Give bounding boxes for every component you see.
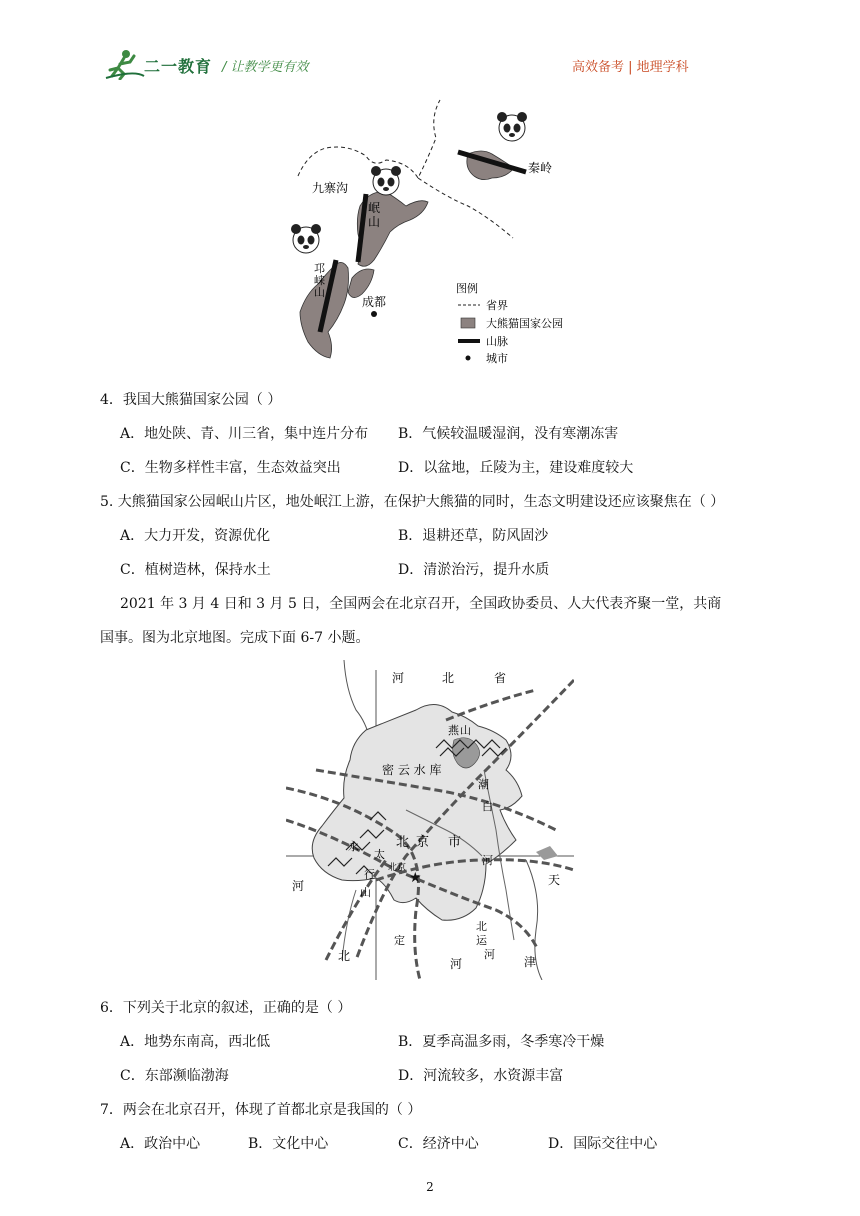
question-5-option-b[interactable]: B．退耕还草，防风固沙 <box>398 528 549 544</box>
map-label: 北 <box>476 920 487 933</box>
beijing-map <box>286 660 574 980</box>
header-subject: 高效备考 | 地理学科 <box>572 60 689 75</box>
question-5-option-c[interactable]: C．植树造林，保持水土 <box>120 562 271 578</box>
question-6-option-d[interactable]: D．河流较多，水资源丰富 <box>398 1068 564 1084</box>
question-7-option-c[interactable]: C．经济中心 <box>398 1136 479 1152</box>
map-legend <box>456 281 563 365</box>
map-label: 山 <box>368 215 381 229</box>
map-label: 成都 <box>362 295 387 309</box>
map-label: 运 <box>476 934 487 947</box>
question-6-option-b[interactable]: B．夏季高温多雨，冬季寒冷干燥 <box>398 1034 605 1050</box>
page-header <box>0 0 860 90</box>
question-4-stem: 4．我国大熊猫国家公园（ ） <box>100 392 282 408</box>
map-label: 岷 <box>368 201 381 215</box>
page-number: 2 <box>426 1180 434 1194</box>
map-label: 秦岭 <box>528 161 553 175</box>
legend-title: 图例 <box>456 282 478 295</box>
intro-paragraph-line-2: 国事。图为北京地图。完成下面 6-7 小题。 <box>100 630 370 646</box>
panda-park-map <box>278 98 588 368</box>
logo-text: 二一教育 <box>144 57 213 76</box>
map-label: 崃 <box>314 274 325 287</box>
map-label: 密 云 水 库 <box>382 763 442 777</box>
map-label: 山 <box>460 724 471 737</box>
legend-item: 山脉 <box>486 335 508 348</box>
map-label: 京 <box>416 835 430 850</box>
map-label: 北 <box>396 835 410 850</box>
header-slogan: / 让教学更有效 <box>222 60 309 75</box>
map-label: 山 <box>360 886 371 899</box>
map-label: 河 <box>292 879 305 893</box>
question-4-option-b[interactable]: B．气候较温暖湿润，没有寒潮冻害 <box>398 426 619 442</box>
question-4-option-a[interactable]: A．地处陕、青、川三省，集中连片分布 <box>120 426 369 442</box>
panda-icon <box>291 224 321 253</box>
map-label: 潮 <box>478 778 489 791</box>
panda-icon <box>497 112 527 141</box>
map-label: 天 <box>548 873 561 887</box>
map-label: 行 <box>364 868 375 881</box>
map-label: 山 <box>314 286 325 299</box>
intro-paragraph-line-1: 2021 年 3 月 4 日和 3 月 5 日，全国两会在北京召开，全国政协委员、人大代表齐聚一堂，共商 <box>120 596 722 612</box>
panda-icon <box>371 166 401 195</box>
question-4-option-d[interactable]: D．以盆地，丘陵为主，建设难度较大 <box>398 460 634 476</box>
map-label: 河 <box>450 957 463 971</box>
map-label: 河 <box>392 671 405 685</box>
map-label: 省 <box>494 671 507 685</box>
map-label: 定 <box>394 934 405 947</box>
question-6-option-c[interactable]: C．东部濒临渤海 <box>120 1068 229 1084</box>
question-4-option-c[interactable]: C．生物多样性丰富，生态效益突出 <box>120 460 341 476</box>
question-5-option-d[interactable]: D．清淤治污，提升水质 <box>398 562 550 578</box>
map-label: 白 <box>482 800 493 813</box>
question-7-option-a[interactable]: A．政治中心 <box>120 1136 201 1152</box>
question-6-stem: 6．下列关于北京的叙述，正确的是（ ） <box>100 1000 352 1016</box>
map-label: 邛 <box>314 262 325 275</box>
question-7-stem: 7．两会在北京召开，体现了首都北京是我国的（ ） <box>100 1102 422 1118</box>
question-7-option-d[interactable]: D．国际交往中心 <box>548 1136 658 1152</box>
question-5-stem: 5. 大熊猫国家公园岷山片区，地处岷江上游，在保护大熊猫的同时，生态文明建设还应该聚焦在（ ） <box>100 494 725 510</box>
map-label: 九寨沟 <box>312 181 349 195</box>
question-5-option-a[interactable]: A．大力开发，资源优化 <box>120 528 271 544</box>
map-label: 永 <box>348 840 359 853</box>
legend-item: 省界 <box>486 299 508 312</box>
map-label: 北 <box>338 949 351 963</box>
map-label: 北 <box>442 671 455 685</box>
map-label: 太 <box>374 848 385 861</box>
map-label: 燕 <box>448 724 459 737</box>
capital-star-icon: ★ <box>409 870 422 886</box>
map-label: 津 <box>524 955 537 969</box>
legend-item: 大熊猫国家公园 <box>486 317 563 330</box>
map-label: 河 <box>482 854 493 867</box>
map-label: 市 <box>448 835 462 850</box>
map-label: 北京 <box>388 863 407 873</box>
question-7-option-b[interactable]: B．文化中心 <box>248 1136 329 1152</box>
map-label: 河 <box>484 948 495 961</box>
legend-item: 城市 <box>486 352 508 365</box>
question-6-option-a[interactable]: A．地势东南高，西北低 <box>120 1034 271 1050</box>
